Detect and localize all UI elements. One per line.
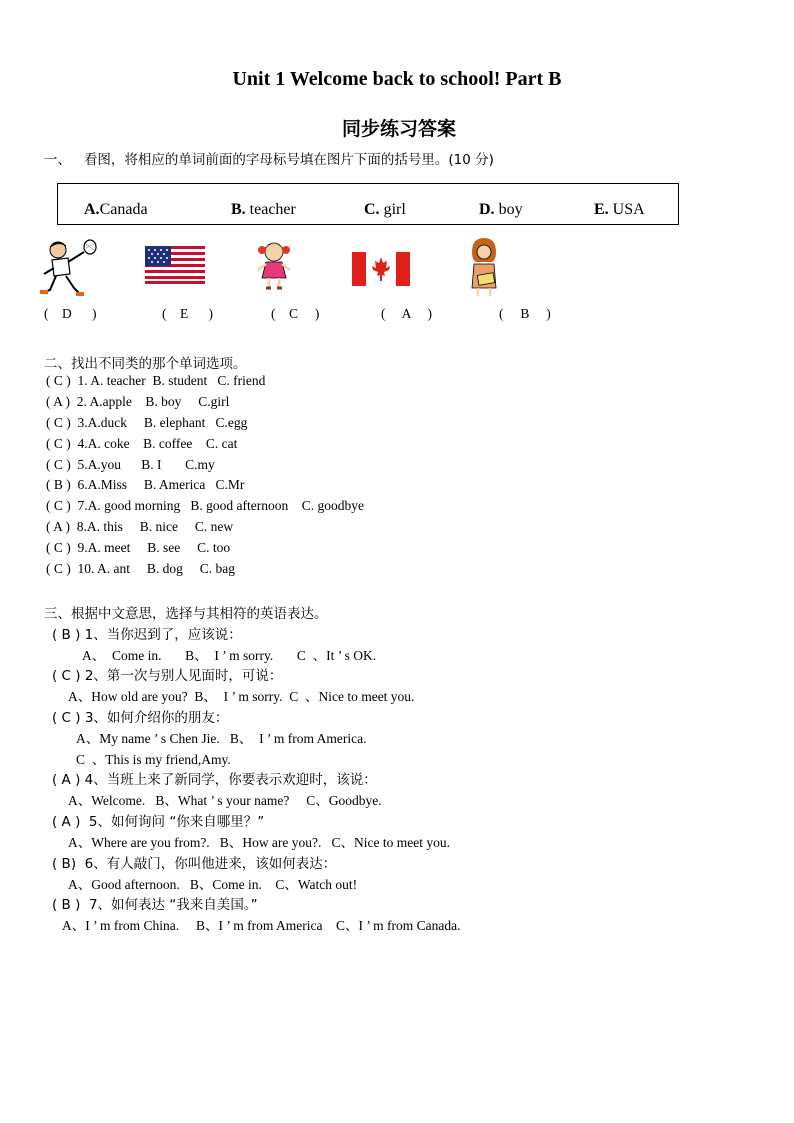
list-item: ( C ) 7.A. good morning B. good afternoon C. goodbye: [46, 498, 364, 513]
question-2: ( C ) 2、第一次与别人见面时，可说：: [52, 668, 283, 684]
question-1: ( B ) 1、当你迟到了，应该说：: [52, 627, 242, 643]
question-7-options: A、I ’ m from China. B、I ’ m from America C、I ’ m from Canada.: [62, 918, 461, 933]
page-title: Unit 1 Welcome back to school! Part B: [232, 68, 562, 90]
list-item: ( C ) 1. A. teacher B. student C. friend: [46, 373, 266, 388]
question-4-options: A、Welcome. B、What ’ s your name? C、Goodbye.: [68, 793, 382, 808]
question-6-options: A、Good afternoon. B、Come in. C、Watch out!: [68, 877, 358, 892]
girl-picture: [256, 240, 292, 292]
question-3-options-ab: A、My name ’ s Chen Jie. B、 I ’ m from America.: [76, 731, 367, 746]
teacher-picture: [466, 238, 502, 298]
list-item: ( C ) 4.A. coke B. coffee C. cat: [46, 436, 238, 451]
list-item: ( B ) 6.A.Miss B. America C.Mr: [46, 477, 245, 492]
answer-3: ( C ): [271, 306, 320, 321]
answer-4: ( A ): [381, 306, 433, 321]
list-item: ( A ) 2. A.apple B. boy C.girl: [46, 394, 230, 409]
question-4: ( A ) 4、当班上来了新同学，你要表示欢迎时，该说：: [52, 772, 377, 788]
list-item: ( C ) 5.A.you B. I C.my: [46, 457, 215, 472]
answer-5: ( B ): [499, 306, 551, 321]
question-3-option-c: C 、This is my friend,Amy.: [76, 752, 231, 767]
answer-1: ( D ): [44, 306, 97, 321]
question-5-options: A、Where are you from?. B、How are you?. C、Nice to meet you.: [68, 835, 451, 850]
question-6: ( B) 6、有人敲门，你叫他进来，该如何表达：: [52, 856, 337, 872]
option-b: B. teacher: [231, 201, 296, 218]
answer-2: ( E ): [162, 306, 213, 321]
question-2-options: A、How old are you? B、 I ’ m sorry. C 、Nice to meet you.: [68, 689, 415, 704]
list-item: ( C ) 3.A.duck B. elephant C.egg: [46, 415, 248, 430]
section2-heading: 二、找出不同类的那个单词选项。: [44, 356, 247, 372]
question-1-options: A、 Come in. B、 I ’ m sorry. C 、It ’ s OK.: [82, 648, 377, 663]
list-item: ( C ) 10. A. ant B. dog C. bag: [46, 561, 235, 576]
question-5: ( A ) 5、如何询问 “你来自哪里？”: [52, 814, 265, 830]
list-item: ( A ) 8.A. this B. nice C. new: [46, 519, 234, 534]
list-item: ( C ) 9.A. meet B. see C. too: [46, 540, 231, 555]
canada-flag-picture: [352, 252, 410, 286]
boy-tennis-picture: [40, 238, 100, 298]
question-7: ( B ) 7、如何表达 “我来自美国。”: [52, 897, 258, 913]
option-c: C. girl: [364, 201, 406, 218]
question-3: ( C ) 3、如何介绍你的朋友：: [52, 710, 229, 726]
section3-heading: 三、根据中文意思，选择与其相符的英语表达。: [44, 606, 328, 622]
page-subtitle: 同步练习答案: [341, 118, 456, 140]
option-d: D. boy: [479, 201, 523, 218]
option-a: A.Canada: [84, 201, 148, 218]
option-e: E. USA: [594, 201, 645, 218]
usa-flag-picture: [145, 246, 205, 284]
section1-heading: 一、 看图，将相应的单词前面的字母标号填在图片下面的括号里。(10 分): [44, 152, 494, 168]
